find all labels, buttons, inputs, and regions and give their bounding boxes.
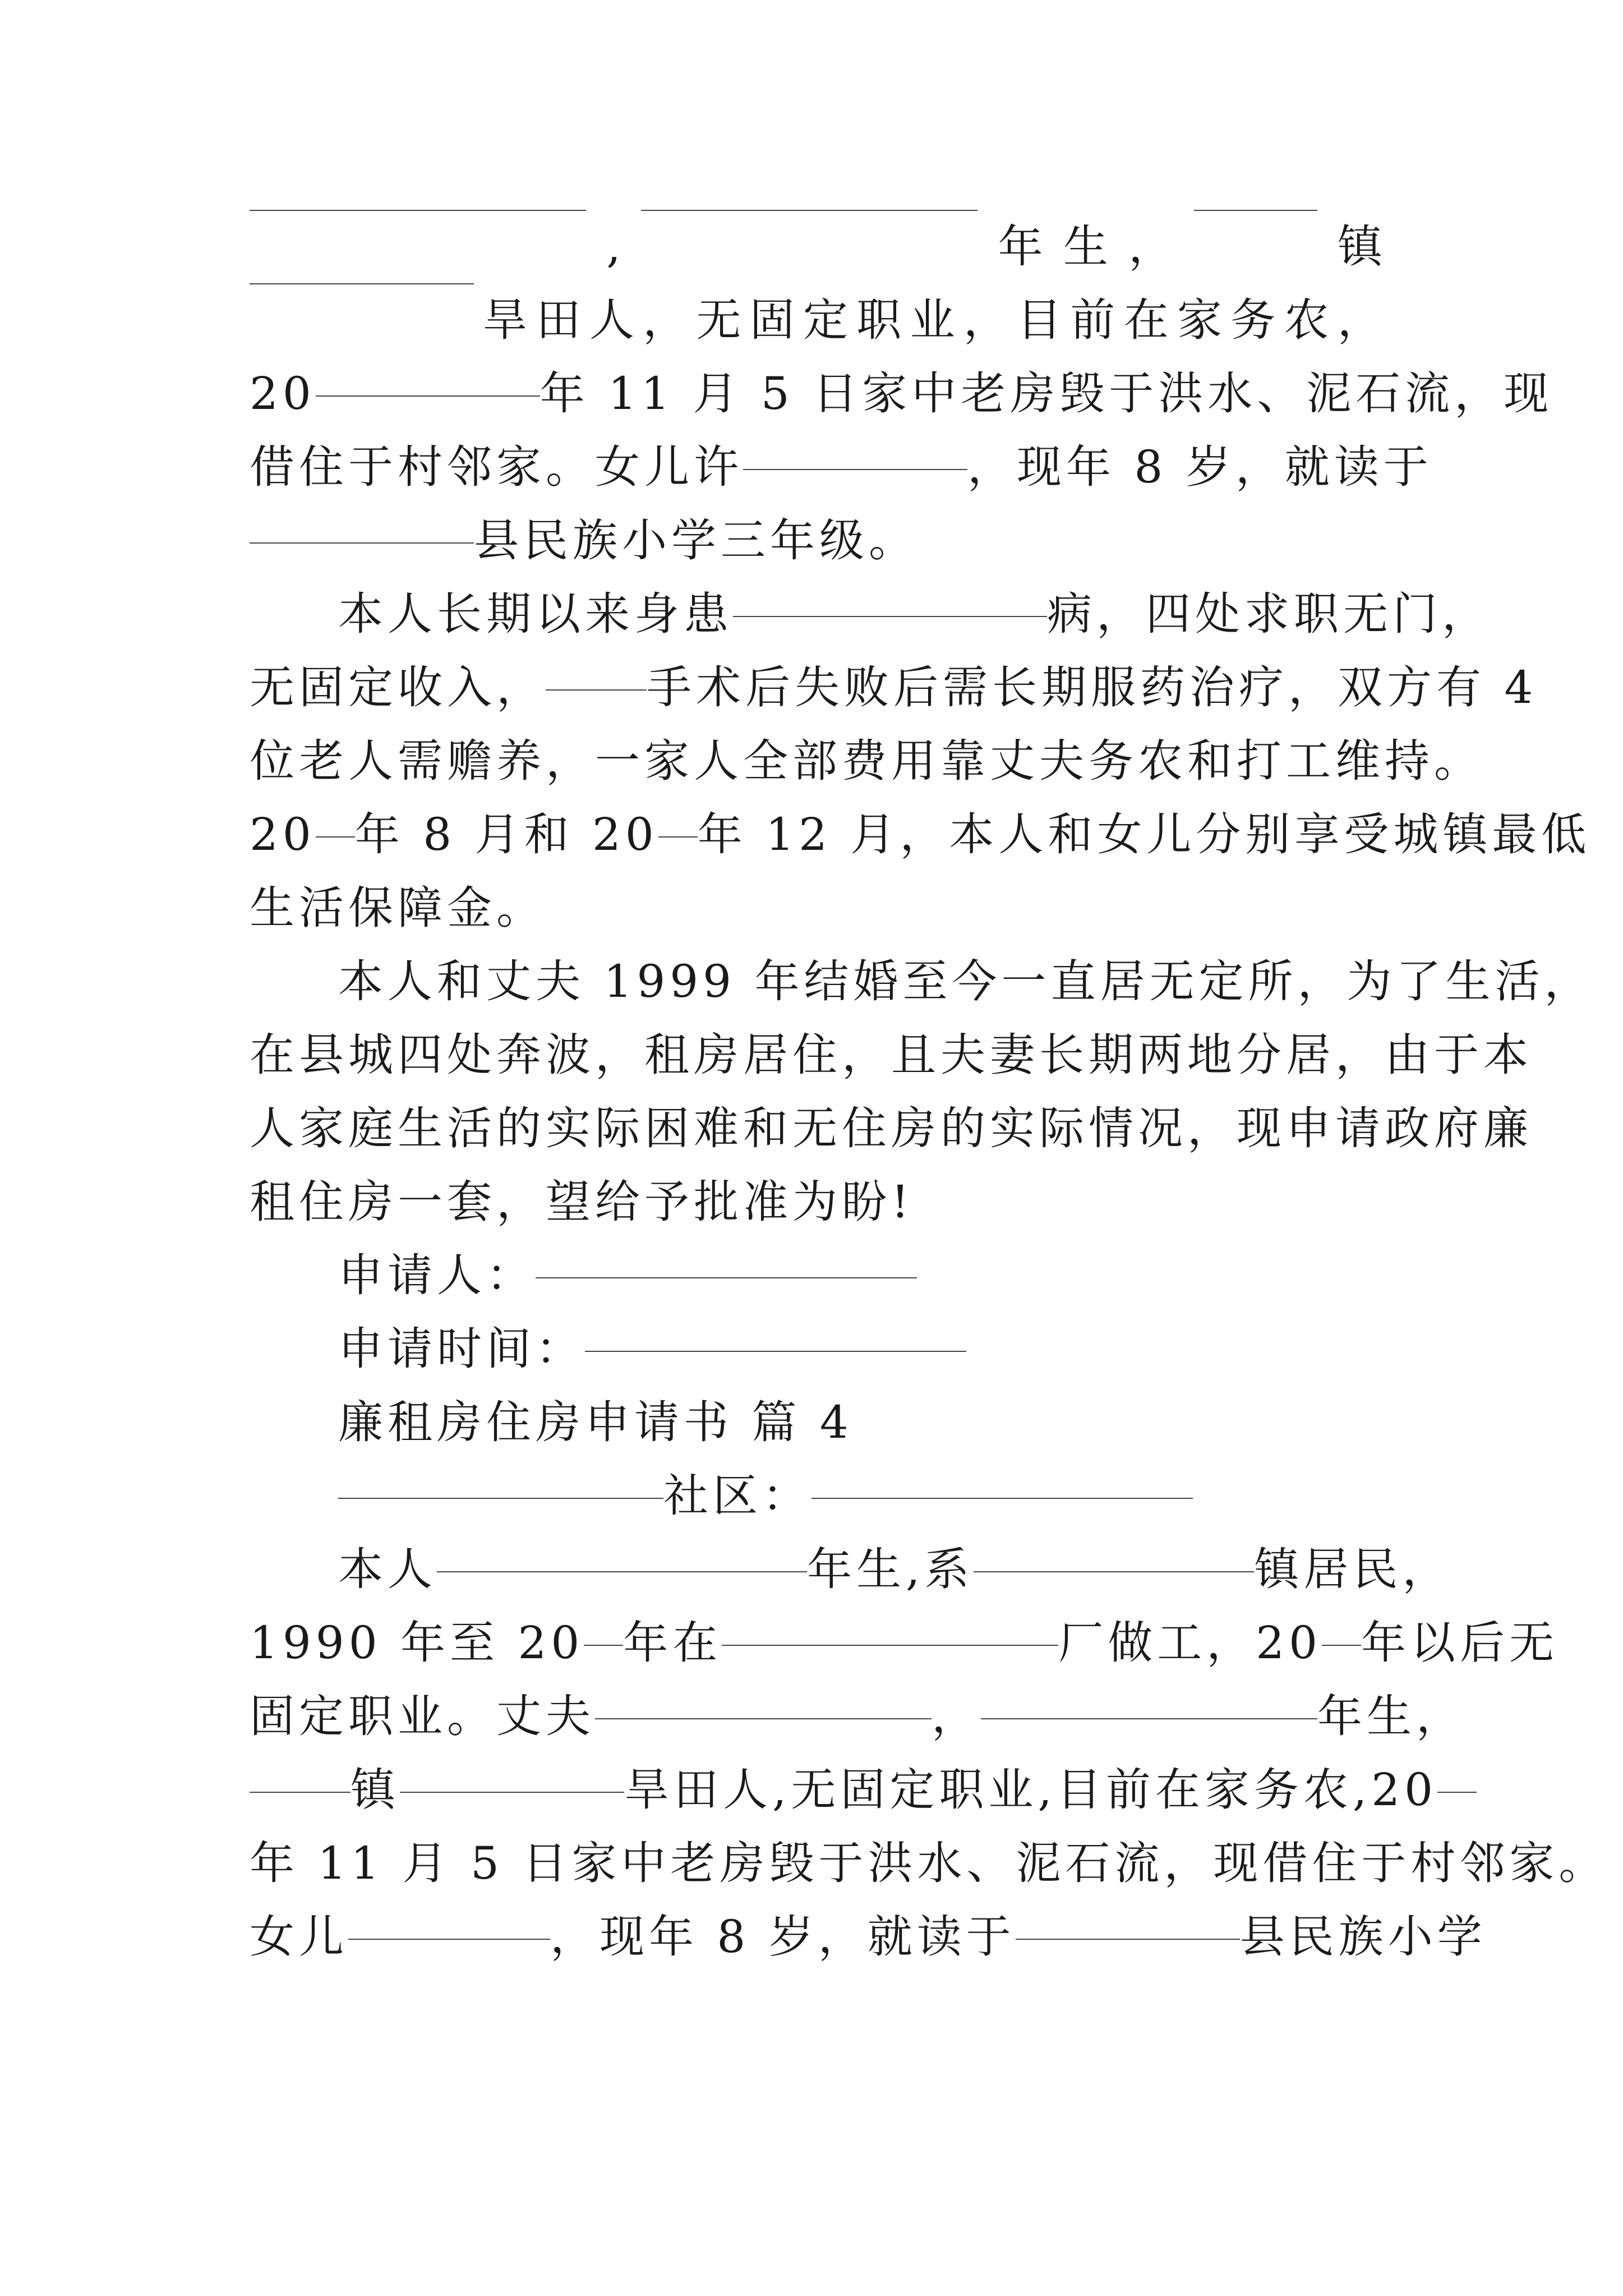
text-line <box>250 1163 1382 1241</box>
fill-in-blank <box>316 393 540 397</box>
fill-in-blank <box>250 281 474 284</box>
text-segment: 手术后失败后需长期服药治疗，双方有 4 <box>647 661 1538 714</box>
text-line <box>338 1530 1452 1609</box>
text-segment: 年 12 月，本人和女儿分别享受城镇最低 <box>697 808 1591 861</box>
fill-in-blank <box>641 208 978 211</box>
text-segment: ， <box>932 1690 981 1742</box>
fill-in-blank <box>1322 1642 1361 1646</box>
fill-in-blank <box>733 614 1047 617</box>
text-segment: 业 <box>910 294 955 346</box>
text-segment: 在县城四处奔波，租房居住，且夫妻长期两地分居，由于本 <box>250 1029 1533 1081</box>
text-segment: 固定职业。丈夫 <box>250 1690 595 1742</box>
text-segment: 借住于村邻家。女儿许 <box>250 441 743 493</box>
text-segment: 县民族小学 <box>1239 1911 1487 1963</box>
fill-in-blank <box>1016 1936 1240 1940</box>
text-segment: 20 <box>250 808 316 861</box>
text-segment: 生 <box>1063 220 1108 273</box>
text-segment: 旱 <box>482 294 528 346</box>
text-line <box>250 1824 1608 1903</box>
text-segment: 病，四处求职无门， <box>1047 588 1491 640</box>
fill-in-blank <box>584 1642 623 1646</box>
text-line <box>338 1236 1382 1315</box>
text-segment: 厂做工，20 <box>1058 1617 1322 1669</box>
text-segment: 租住房一套，望给予批准为盼! <box>250 1176 914 1228</box>
text-line <box>250 501 1382 580</box>
text-segment: 无固定收入， <box>250 661 546 714</box>
text-segment: 1990 年至 20 <box>250 1617 584 1669</box>
fill-in-blank <box>546 687 647 691</box>
fill-in-blank <box>974 1569 1254 1572</box>
text-segment: 人家庭生活的实际困难和无住房的实际情况，现申请政府廉 <box>250 1102 1533 1154</box>
text-segment: 镇居民， <box>1254 1543 1452 1595</box>
text-segment: 年 11 月 5 日家中老房毁于洪水、泥石流，现借住于村邻家。 <box>250 1837 1608 1889</box>
text-segment: ，现年 8 岁，就读于 <box>550 1911 1016 1963</box>
text-segment: 人 <box>589 294 634 346</box>
text-segment: 女儿 <box>250 1911 348 1963</box>
text-segment: 年 <box>998 220 1043 273</box>
fill-in-blank <box>585 1349 966 1352</box>
fill-in-blank <box>250 540 474 544</box>
text-segment: ，现年 8 岁，就读于 <box>967 441 1433 493</box>
text-segment: 年 11 月 5 日家中老房毁于洪水、泥石流，现 <box>540 367 1553 420</box>
fill-in-blank <box>400 1789 624 1793</box>
text-line <box>338 942 1594 1021</box>
fill-in-blank <box>1437 1789 1477 1793</box>
text-segment: 年 8 月和 20 <box>354 808 658 861</box>
text-line <box>250 355 1553 433</box>
text-line <box>250 281 1382 360</box>
text-segment: 农 <box>1284 294 1329 346</box>
fill-in-blank <box>1194 208 1317 211</box>
fill-in-blank <box>811 1496 1193 1499</box>
text-line <box>338 1310 1382 1388</box>
text-segment: 申请时间： <box>338 1323 585 1375</box>
text-line <box>250 722 1483 800</box>
text-segment: 家 <box>1177 294 1222 346</box>
text-segment: 前 <box>1070 294 1115 346</box>
text-segment: , <box>606 220 621 273</box>
text-segment: 无 <box>696 294 741 346</box>
text-segment: 固 <box>749 294 795 346</box>
text-segment: 本人长期以来身患 <box>338 588 733 640</box>
text-segment: 定 <box>803 294 848 346</box>
text-line <box>250 1016 1533 1094</box>
text-line <box>250 428 1433 507</box>
text-segment: 年在 <box>623 1617 722 1669</box>
fill-in-blank <box>316 834 355 838</box>
text-segment: ， <box>643 294 688 346</box>
text-segment: ， <box>1337 294 1382 346</box>
text-segment: 务 <box>1230 294 1276 346</box>
text-segment: 廉租房住房申请书 篇 4 <box>338 1396 853 1448</box>
fill-in-blank <box>437 1569 807 1572</box>
text-segment: 职 <box>856 294 902 346</box>
fill-in-blank <box>743 467 967 470</box>
text-segment: 社区： <box>663 1470 811 1522</box>
text-segment: 年生,系 <box>807 1543 974 1595</box>
text-segment: 生活保障金。 <box>250 882 546 934</box>
text-segment: 位老人需赡养，一家人全部费用靠丈夫务农和打工维持。 <box>250 735 1483 787</box>
text-segment: 在 <box>1123 294 1169 346</box>
text-segment: 镇 <box>1337 220 1382 273</box>
text-segment: 年以后无 <box>1361 1617 1559 1669</box>
text-segment: 本人和丈夫 1999 年结婚至今一直居无定所，为了生活， <box>338 955 1594 1007</box>
fill-in-blank <box>981 1716 1317 1719</box>
fill-in-blank <box>250 208 586 211</box>
fill-in-blank <box>595 1716 932 1719</box>
text-line <box>250 1677 1465 1756</box>
text-segment: 申请人： <box>338 1249 536 1301</box>
fill-in-blank <box>348 1936 550 1940</box>
text-segment: 旱田人,无固定职业,目前在家务农,20 <box>624 1764 1438 1816</box>
text-segment: 田 <box>536 294 581 346</box>
text-segment: 20 <box>250 367 316 420</box>
fill-in-blank <box>722 1642 1058 1646</box>
text-line <box>250 1089 1533 1168</box>
fill-in-blank <box>250 1789 351 1793</box>
text-segment: 目 <box>1017 294 1062 346</box>
fill-in-blank <box>658 834 698 838</box>
fill-in-blank <box>536 1275 917 1278</box>
text-line <box>338 1457 1382 1535</box>
text-segment: 镇 <box>351 1764 400 1816</box>
text-line <box>338 1383 1382 1462</box>
fill-in-blank <box>338 1496 663 1499</box>
text-segment: ， <box>1128 220 1174 273</box>
text-line <box>338 575 1491 654</box>
text-segment: 县民族小学三年级。 <box>474 514 918 567</box>
text-segment: ， <box>963 294 1008 346</box>
text-segment: 年生， <box>1317 1690 1465 1742</box>
text-line <box>250 869 1382 947</box>
text-line <box>250 208 1382 286</box>
text-line <box>250 648 1538 727</box>
text-line <box>250 795 1591 874</box>
text-line <box>250 1898 1487 1976</box>
text-segment: 本人 <box>338 1543 437 1595</box>
text-line <box>250 1751 1438 1829</box>
text-line <box>250 1604 1559 1682</box>
